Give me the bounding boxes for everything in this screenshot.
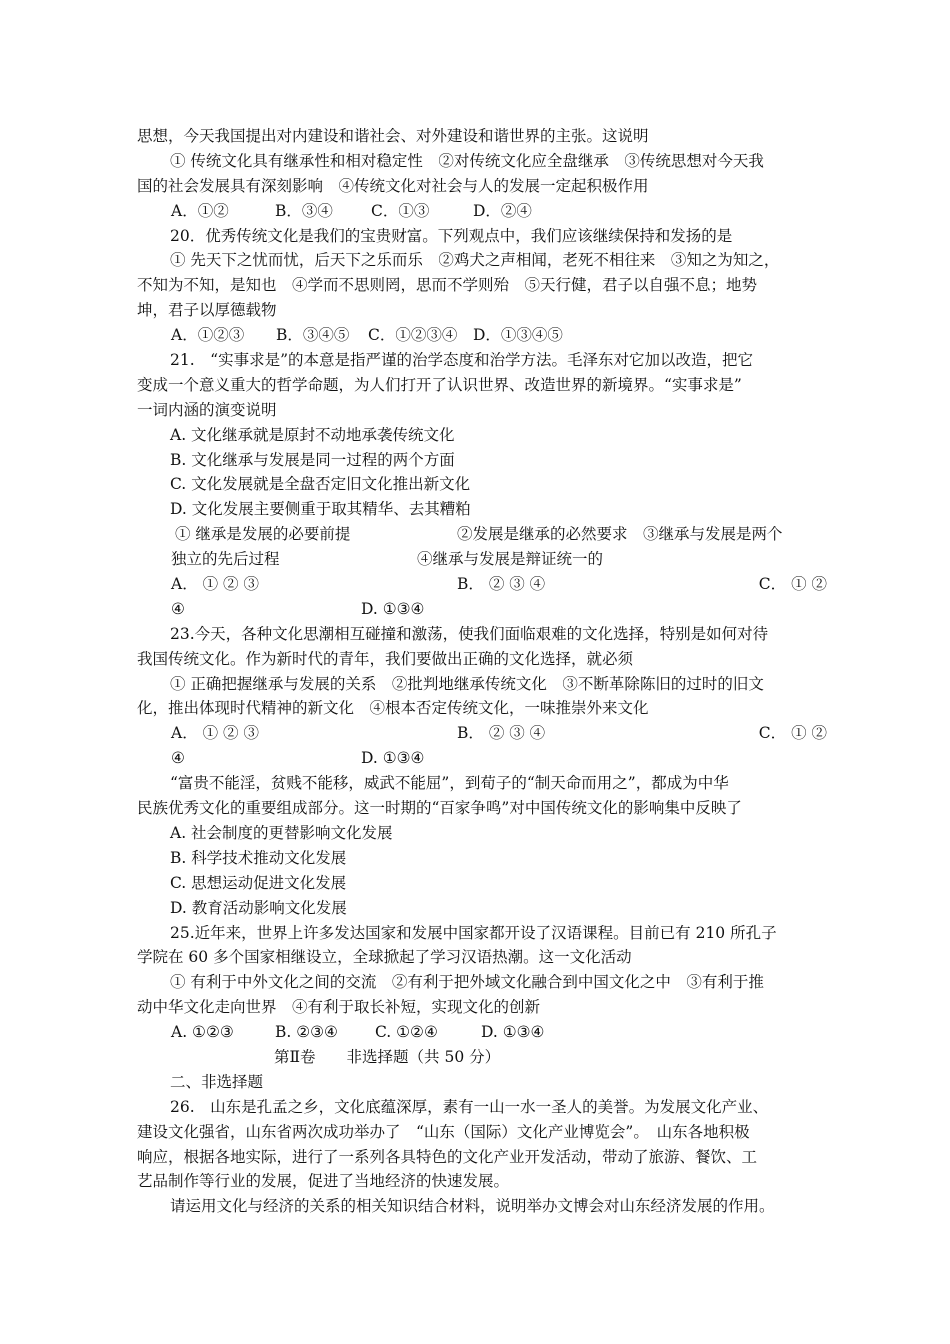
text-line xyxy=(137,522,827,547)
section-heading: 二、非选择题 xyxy=(170,1072,264,1091)
question-stem: 23.今天，各种文化思潮相互碰撞和激荡，使我们面临艰难的文化选择，特别是如何对待 xyxy=(170,624,769,643)
option-c: C. 文化发展就是全盘否定旧文化推出新文化 xyxy=(170,475,471,494)
option-d: D．②④ xyxy=(473,201,532,220)
option-b: B． ② ③ ④ xyxy=(457,575,546,594)
option-a: A．①② xyxy=(171,201,229,220)
text-line: ① 传统文化具有继承性和相对稳定性 ②对传统文化应全盘继承 ③传统思想对今天我 xyxy=(170,151,764,170)
option-c-cont: ④ xyxy=(171,599,185,618)
option-b: B． ② ③ ④ xyxy=(457,724,546,743)
text-line: 国的社会发展具有深刻影响 ④传统文化对社会与人的发展一定起积极作用 xyxy=(137,176,649,195)
option-d: D．①③④⑤ xyxy=(473,326,563,345)
option-a: A． ① ② ③ xyxy=(171,575,259,594)
option-d: D. ①③④ xyxy=(361,749,425,768)
text-line: 坤，君子以厚德载物 xyxy=(137,301,277,320)
text-line: 一词内涵的演变说明 xyxy=(137,400,277,419)
answer-options xyxy=(137,199,827,224)
text-line: 变成一个意义重大的哲学命题，为人们打开了认识世界、改造世界的新境界。“实事求是” xyxy=(137,375,742,394)
option-c: C． ① ② xyxy=(758,575,827,594)
option-a: A. 文化继承就是原封不动地承袭传统文化 xyxy=(170,425,455,444)
text-line xyxy=(137,547,827,572)
text-line: 思想，今天我国提出对内建设和谐社会、对外建设和谐世界的主张。这说明 xyxy=(137,127,649,145)
text-line: 动中华文化走向世界 ④有利于取长补短，实现文化的创新 xyxy=(137,998,541,1017)
text-line: 民族优秀文化的重要组成部分。这一时期的“百家争鸣”对中国传统文化的影响集中反映了 xyxy=(137,799,742,818)
option-b: B. 科学技术推动文化发展 xyxy=(170,848,347,867)
text-line: 化，推出体现时代精神的新文化 ④根本否定传统文化，一味推崇外来文化 xyxy=(137,699,649,718)
statement-4: ④继承与发展是辩证统一的 xyxy=(417,550,604,569)
answer-options xyxy=(137,572,827,597)
question-prompt: 请运用文化与经济的关系的相关知识结合材料，说明举办文博会对山东经济发展的作用。 xyxy=(170,1197,775,1216)
question-stem: 26. 山东是孔孟之乡，文化底蕴深厚，素有一山一水一圣人的美誉。为发展文化产业、 xyxy=(170,1097,769,1116)
option-a: A. ①②③ xyxy=(171,1023,234,1042)
statement-3-cont: 独立的先后过程 xyxy=(171,550,280,569)
part-heading: 第Ⅱ卷 非选择题（共 50 分） xyxy=(274,1047,501,1066)
question-stem: 20．优秀传统文化是我们的宝贵财富。下列观点中，我们应该继续保持和发扬的是 xyxy=(170,226,733,245)
answer-options xyxy=(137,323,827,348)
text-line: 响应，根据各地实际，进行了一系列各具特色的文化产业开发活动，带动了旅游、餐饮、工 xyxy=(137,1147,758,1166)
option-b: B．③④ xyxy=(275,201,333,220)
statement-1: ① 继承是发展的必要前提 xyxy=(175,525,351,544)
text-line: 不知为不知，是知也 ④学而不思则罔，思而不学则殆 ⑤天行健，君子以自强不息；地势 xyxy=(137,276,758,295)
text-line: ① 正确把握继承与发展的关系 ②批判地继承传统文化 ③不断革除陈旧的过时的旧文 xyxy=(170,674,764,693)
answer-options xyxy=(137,721,827,746)
option-c: C．①③ xyxy=(371,201,430,220)
option-d: D. 文化发展主要侧重于取其精华、去其糟粕 xyxy=(170,500,471,519)
option-b: B. ②③④ xyxy=(275,1023,338,1042)
option-d: D. ①③④ xyxy=(481,1023,545,1042)
text-line: 艺品制作等行业的发展，促进了当地经济的快速发展。 xyxy=(137,1172,510,1191)
option-c-cont: ④ xyxy=(171,749,185,768)
text-line: 学院在 60 多个国家相继设立，全球掀起了学习汉语热潮。这一文化活动 xyxy=(137,948,632,967)
text-line: 我国传统文化。作为新时代的青年，我们要做出正确的文化选择，就必须 xyxy=(137,649,634,668)
text-line: ① 有利于中外文化之间的交流 ②有利于把外域文化融合到中国文化之中 ③有利于推 xyxy=(170,973,764,992)
option-d: D. ①③④ xyxy=(361,599,425,618)
question-stem: “富贵不能淫，贫贱不能移，威武不能屈”，到荀子的“制天命而用之”，都成为中华 xyxy=(170,774,729,793)
answer-options xyxy=(137,1020,827,1045)
question-stem: 21. “实事求是”的本意是指严谨的治学态度和治学方法。毛泽东对它加以改造，把它 xyxy=(170,351,754,370)
question-stem: 25.近年来，世界上许多发达国家和发展中国家都开设了汉语课程。目前已有 210 所孔子 xyxy=(170,923,777,942)
text-line: 建设文化强省，山东省两次成功举办了 “山东（国际）文化产业博览会”。 山东各地积极 xyxy=(137,1122,750,1141)
statement-2-3: ②发展是继承的必然要求 ③继承与发展是两个 xyxy=(457,525,783,544)
text-line: ① 先天下之忧而忧，后天下之乐而乐 ②鸡犬之声相闻，老死不相往来 ③知之为知之， xyxy=(170,251,780,270)
page-content xyxy=(137,124,827,1219)
option-a: A． ① ② ③ xyxy=(171,724,259,743)
answer-options xyxy=(137,746,827,771)
option-d: D. 教育活动影响文化发展 xyxy=(170,898,347,917)
option-c: C. ①②④ xyxy=(375,1023,438,1042)
option-c: C． ① ② xyxy=(758,724,827,743)
option-a: A. 社会制度的更替影响文化发展 xyxy=(170,823,393,842)
option-c: C．①②③④ xyxy=(368,326,458,345)
option-b: B. 文化继承与发展是同一过程的两个方面 xyxy=(170,450,455,469)
option-c: C. 思想运动促进文化发展 xyxy=(170,873,347,892)
option-a: A．①②③ xyxy=(171,326,245,345)
option-b: B．③④⑤ xyxy=(276,326,350,345)
answer-options xyxy=(137,597,827,622)
